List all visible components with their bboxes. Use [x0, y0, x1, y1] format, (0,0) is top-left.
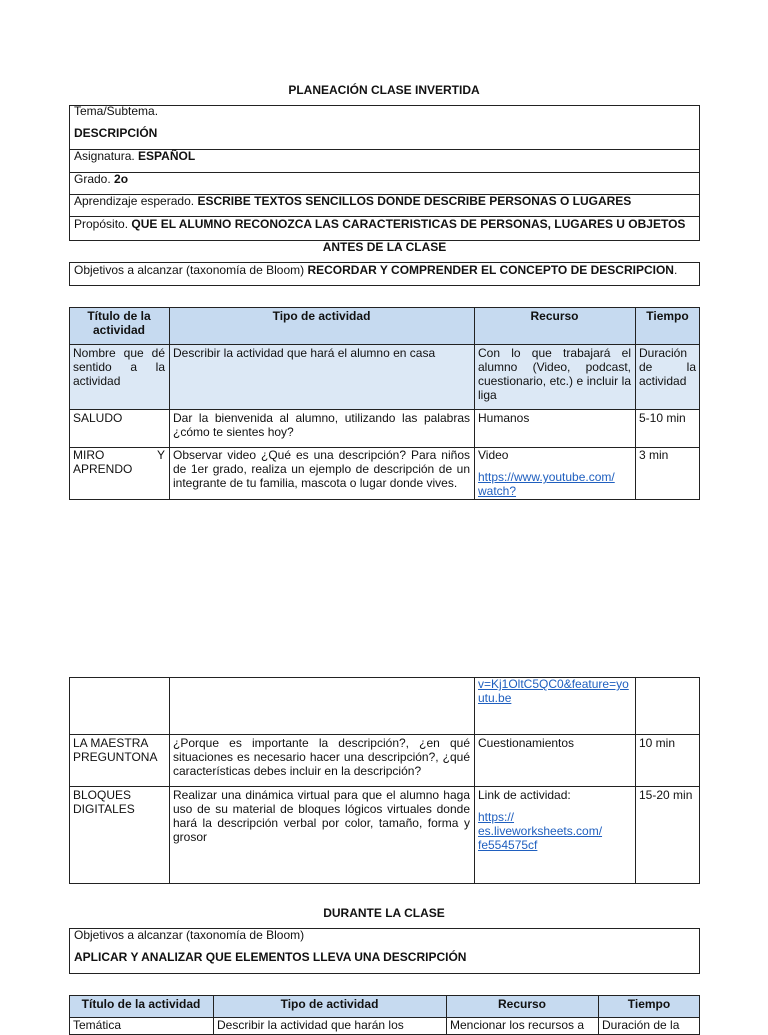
table1-header-tiempo: Tiempo	[646, 309, 689, 323]
row-bloques-title: BLOQUES DIGITALES	[73, 788, 135, 816]
grado-label: Grado.	[74, 172, 111, 186]
antes-objetivos-label: Objetivos a alcanzar (taxonomía de Bloom)	[74, 263, 305, 277]
youtube-link-tail	[474, 675, 635, 707]
table2-desc-tiempo: Duración de la	[602, 1018, 680, 1032]
desc-titulo: Nombre que dé sentido a la actividad	[73, 346, 165, 388]
table2-header-tipo: Tipo de actividad	[280, 997, 379, 1011]
antes-heading: ANTES DE LA CLASE	[322, 240, 447, 254]
aprendizaje-label: Aprendizaje esperado.	[74, 194, 195, 208]
table2-header-titulo: Título de la actividad	[81, 997, 201, 1011]
proposito-value: QUE EL ALUMNO RECONOZCA LAS CARACTERISTICAS DE PERSONAS, LUGARES U OBJETOS	[131, 217, 686, 231]
table2-header-recurso: Recurso	[497, 997, 547, 1011]
row-miro-title-a: MIRO	[73, 448, 105, 462]
table2-desc-recurso: Mencionar los recursos a	[450, 1018, 585, 1032]
youtube-link-tail-b[interactable]: utu.be	[478, 691, 512, 705]
row-miro-title-c: APRENDO	[73, 462, 133, 476]
row-miro-time: 3 min	[639, 448, 669, 462]
durante-heading: DURANTE LA CLASE	[323, 906, 445, 920]
row-miro-title	[69, 446, 169, 478]
antes-objetivos	[74, 263, 677, 277]
durante-objetivos-label: Objetivos a alcanzar (taxonomía de Bloom)	[74, 928, 305, 942]
row-bloques-activity: Realizar una dinámica virtual para que el alumno haga uso de su material de bloques lógicos virtuales donde hará la descripción verbal por color, tamaño, forma y grosor	[173, 788, 470, 844]
row-miro-resource: Video	[478, 448, 509, 462]
asignatura-row	[74, 149, 195, 163]
row-maestra-time: 10 min	[639, 736, 676, 750]
row-miro-activity: Observar video ¿Qué es una descripción? Para niños de 1er grado, realiza un ejemplo de descripción de un integrante de tu familia, mascota o lugar donde vives.	[173, 448, 470, 490]
table1-header-recurso: Recurso	[530, 309, 579, 323]
desc-recurso: Con lo que trabajará el alumno (Video, podcast, cuestionario, etc.) e incluir la liga	[478, 346, 631, 402]
row-bloques-resource: Link de actividad:	[478, 788, 571, 802]
row-maestra-title: LA MAESTRA PREGUNTONA	[73, 736, 158, 764]
row-saludo-activity: Dar la bienvenida al alumno, utilizando las palabras ¿cómo te sientes hoy?	[173, 411, 470, 439]
row-maestra-resource: Cuestionamientos	[478, 736, 575, 750]
liveworksheets-link[interactable]: https://	[478, 810, 515, 824]
grado-value: 2o	[114, 172, 129, 186]
liveworksheets-link-b[interactable]: es.liveworksheets.com/	[478, 824, 603, 838]
table2-desc-tipo: Describir la actividad que harán los	[217, 1018, 404, 1032]
desc-tiempo: Duración de la actividad	[639, 346, 696, 388]
tema-value: DESCRIPCIÓN	[74, 126, 158, 140]
row-bloques-time: 15-20 min	[639, 788, 693, 802]
proposito-label: Propósito.	[74, 217, 129, 231]
youtube-link-cont[interactable]: watch?	[478, 484, 517, 498]
grado-row	[74, 172, 128, 186]
row-saludo-time: 5-10 min	[639, 411, 686, 425]
desc-tipo: Describir la actividad que hará el alumno en casa	[173, 346, 436, 360]
antes-objetivos-end: .	[673, 263, 678, 277]
proposito-row	[74, 217, 685, 231]
row-maestra-activity: ¿Porque es importante la descripción?, ¿en qué situaciones es necesario hacer una descripción?, ¿qué características debes incluir en la descripción?	[173, 736, 470, 778]
row-bloques-resource-cell	[474, 786, 635, 854]
table1-header-titulo: Título de la actividad	[87, 309, 151, 337]
asignatura-value: ESPAÑOL	[138, 149, 196, 163]
document-title: PLANEACIÓN CLASE INVERTIDA	[288, 83, 480, 97]
aprendizaje-row	[74, 194, 631, 208]
table2-desc-titulo: Temática	[73, 1018, 122, 1032]
antes-objetivos-value: RECORDAR Y COMPRENDER EL CONCEPTO DE DESCRIPCION	[307, 263, 674, 277]
youtube-link-tail-a[interactable]: v=Kj1OltC5QC0&feature=yo	[478, 677, 629, 691]
row-miro-resource-cell	[474, 446, 635, 500]
liveworksheets-link-c[interactable]: fe554575cf	[478, 838, 538, 852]
row-saludo-resource: Humanos	[478, 411, 530, 425]
table1-header-tipo: Tipo de actividad	[272, 309, 371, 323]
youtube-link[interactable]: https://www.youtube.com/	[478, 470, 615, 484]
aprendizaje-value: ESCRIBE TEXTOS SENCILLOS DONDE DESCRIBE PERSONAS O LUGARES	[197, 194, 632, 208]
durante-objetivos-value: APLICAR Y ANALIZAR QUE ELEMENTOS LLEVA UNA DESCRIPCIÓN	[74, 950, 467, 964]
row-saludo-title: SALUDO	[73, 411, 123, 425]
table2-header-tiempo: Tiempo	[627, 997, 671, 1011]
row-miro-title-b: Y	[156, 448, 165, 462]
asignatura-label: Asignatura.	[74, 149, 135, 163]
tema-label: Tema/Subtema.	[74, 104, 159, 118]
